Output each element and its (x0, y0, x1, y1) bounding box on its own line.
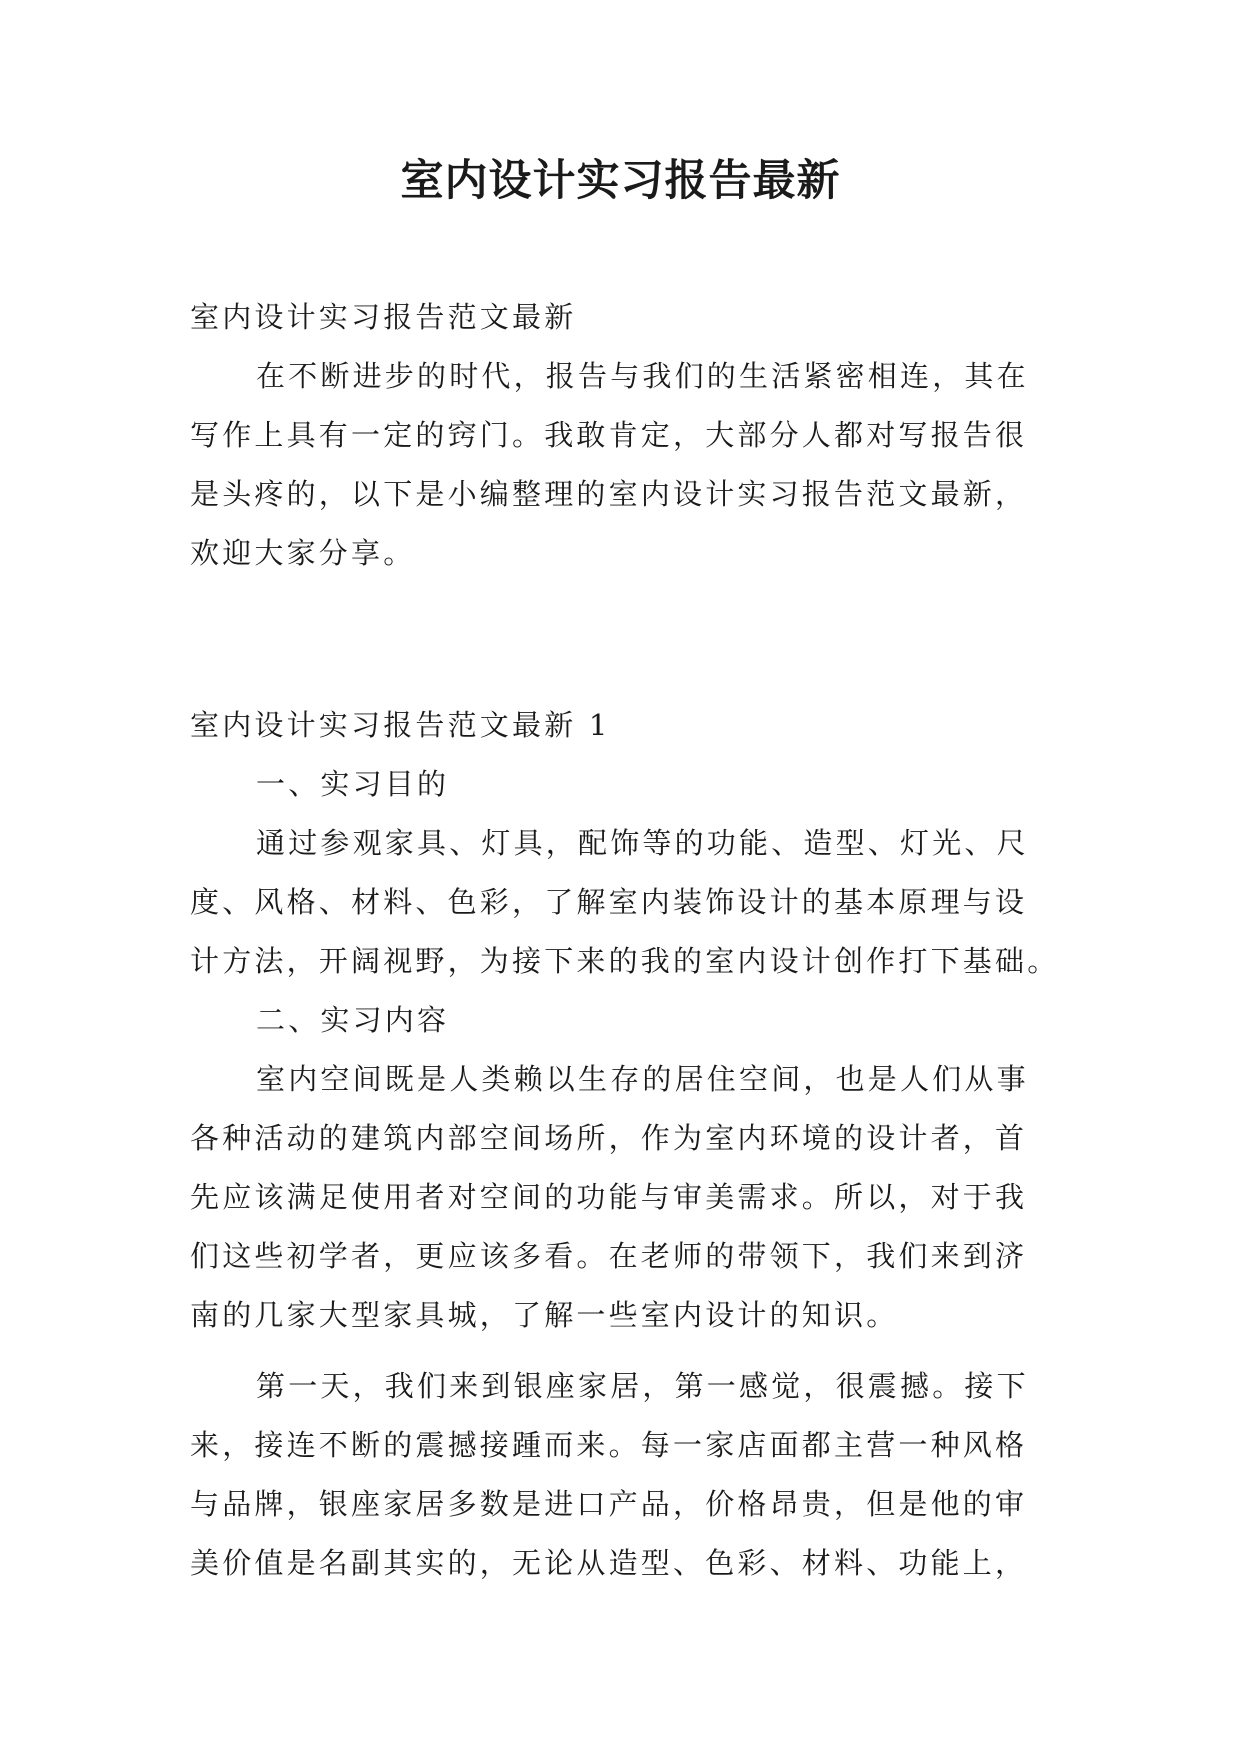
document-title: 室内设计实习报告最新 (400, 156, 841, 206)
intro-line: 是头疼的，以下是小编整理的室内设计实习报告范文最新， (190, 477, 1028, 511)
report-section-1 (190, 696, 1070, 1593)
section-heading-text: 室内设计实习报告范文最新 1 (190, 708, 611, 742)
day1-line: 来，接连不断的震撼接踵而来。每一家店面都主营一种风格 (190, 1428, 1028, 1462)
content-heading (190, 991, 1070, 1050)
intro-paragraph (190, 347, 1070, 583)
day1-line: 第一天，我们来到银座家居，第一感觉，很震撼。接下 (256, 1369, 1029, 1403)
intro-line: 在不断进步的时代，报告与我们的生活紧密相连，其在 (256, 359, 1029, 393)
content-line: 先应该满足使用者对空间的功能与审美需求。所以，对于我 (190, 1180, 1028, 1214)
section-heading (190, 696, 1070, 755)
day1-line: 与品牌，银座家居多数是进口产品，价格昂贵，但是他的审 (190, 1487, 1028, 1521)
day1-line: 美价值是名副其实的，无论从造型、色彩、材料、功能上， (190, 1546, 1028, 1580)
purpose-paragraph (190, 814, 1070, 991)
purpose-line: 度、风格、材料、色彩，了解室内装饰设计的基本原理与设 (190, 885, 1028, 919)
purpose-heading (190, 755, 1070, 814)
content-line: 们这些初学者，更应该多看。在老师的带领下，我们来到济 (190, 1239, 1028, 1273)
content-line: 各种活动的建筑内部空间场所，作为室内环境的设计者，首 (190, 1121, 1028, 1155)
purpose-line: 计方法，开阔视野，为接下来的我的室内设计创作打下基础。 (190, 944, 1060, 978)
content-line: 室内空间既是人类赖以生存的居住空间，也是人们从事 (256, 1062, 1029, 1096)
content-line: 南的几家大型家具城，了解一些室内设计的知识。 (190, 1298, 899, 1332)
intro-section (190, 288, 1070, 583)
purpose-heading-text: 一、实习目的 (256, 767, 450, 801)
intro-heading (190, 288, 1070, 347)
content-heading-text: 二、实习内容 (256, 1003, 450, 1037)
content-paragraph (190, 1050, 1070, 1345)
day1-paragraph (190, 1357, 1070, 1593)
intro-heading-text: 室内设计实习报告范文最新 (190, 300, 577, 334)
purpose-line: 通过参观家具、灯具，配饰等的功能、造型、灯光、尺 (256, 826, 1029, 860)
intro-line: 写作上具有一定的窍门。我敢肯定，大部分人都对写报告很 (190, 418, 1028, 452)
intro-line: 欢迎大家分享。 (190, 536, 416, 570)
